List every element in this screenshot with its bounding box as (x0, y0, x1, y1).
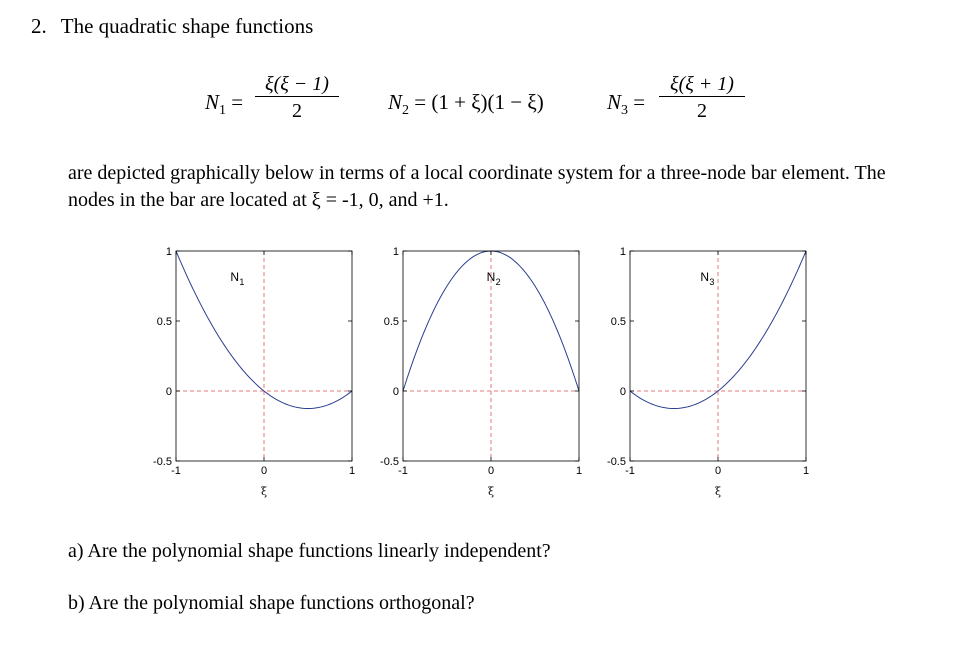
panel-label: N (486, 270, 496, 284)
description-paragraph: are depicted graphically below in terms of a local coordinate system for a three-node bar element. The nodes in the bar are located at ξ = -1, 0, and +1. (68, 162, 886, 211)
y-tick-label: 1 (165, 246, 172, 258)
panel-label-subscript: 1 (239, 277, 245, 287)
panel-label-subscript: 2 (495, 277, 501, 287)
equation-n1-subscript: 1 (219, 103, 227, 118)
question-b: b) Are the polynomial shape functions orthogonal? (68, 592, 475, 614)
y-tick-label: 0 (392, 386, 399, 398)
y-tick-label: 0.5 (610, 316, 626, 328)
y-tick-label: 0 (619, 386, 626, 398)
x-tick-label: 0 (260, 465, 268, 477)
x-tick-label: 0 (714, 465, 722, 477)
equation-n1-numerator: ξ(ξ − 1) (255, 74, 339, 97)
y-tick-label: -0.5 (380, 456, 399, 468)
problem-number: 2. (31, 14, 47, 38)
y-tick-label: -0.5 (153, 456, 172, 468)
panel-label: N (700, 270, 710, 284)
equation-n3-subscript: 3 (621, 103, 629, 118)
equation-n2-rhs: (1 + ξ)(1 − ξ) (431, 90, 544, 114)
y-tick-label: 0.5 (383, 316, 399, 328)
equation-n1-symbol: N (205, 90, 220, 114)
y-tick-label: 1 (619, 246, 626, 258)
equation-n2: $N_2 = (1 + \xi)(1 - \xi)$ (388, 90, 544, 118)
y-tick-label: 0 (165, 386, 172, 398)
x-tick-label: 1 (802, 465, 810, 477)
equation-n2-subscript: 2 (402, 103, 410, 118)
panel-label-subscript: 3 (709, 277, 715, 287)
equation-n3-numerator: ξ(ξ + 1) (659, 74, 745, 97)
equation-n3-symbol: N (607, 90, 622, 114)
equation-n3-denominator: 2 (697, 100, 707, 122)
question-a: a) Are the polynomial shape functions linearly independent? (68, 540, 551, 562)
plot-panel-3 (607, 246, 809, 498)
x-axis-label: ξ (260, 485, 268, 498)
x-tick-label: 1 (575, 465, 583, 477)
x-tick-label: -1 (171, 465, 181, 477)
x-tick-label: 0 (487, 465, 495, 477)
equation-n3: $N_3$ = (607, 90, 646, 118)
equation-n1-denominator: 2 (292, 100, 302, 122)
y-tick-label: -0.5 (607, 456, 626, 468)
panel-label: N (230, 270, 240, 284)
x-axis-label: ξ (487, 485, 495, 498)
x-tick-label: 1 (348, 465, 356, 477)
plot-panel-1 (153, 246, 355, 498)
x-tick-label: -1 (398, 465, 408, 477)
plot-panel-2 (380, 246, 582, 498)
equation-n2-symbol: N (388, 90, 403, 114)
equation-n1: $N_1$ = (205, 90, 244, 118)
y-tick-label: 0.5 (156, 316, 172, 328)
x-axis-label: ξ (714, 485, 722, 498)
x-tick-label: -1 (625, 465, 635, 477)
y-tick-label: 1 (392, 246, 399, 258)
problem-title: The quadratic shape functions (60, 14, 314, 38)
